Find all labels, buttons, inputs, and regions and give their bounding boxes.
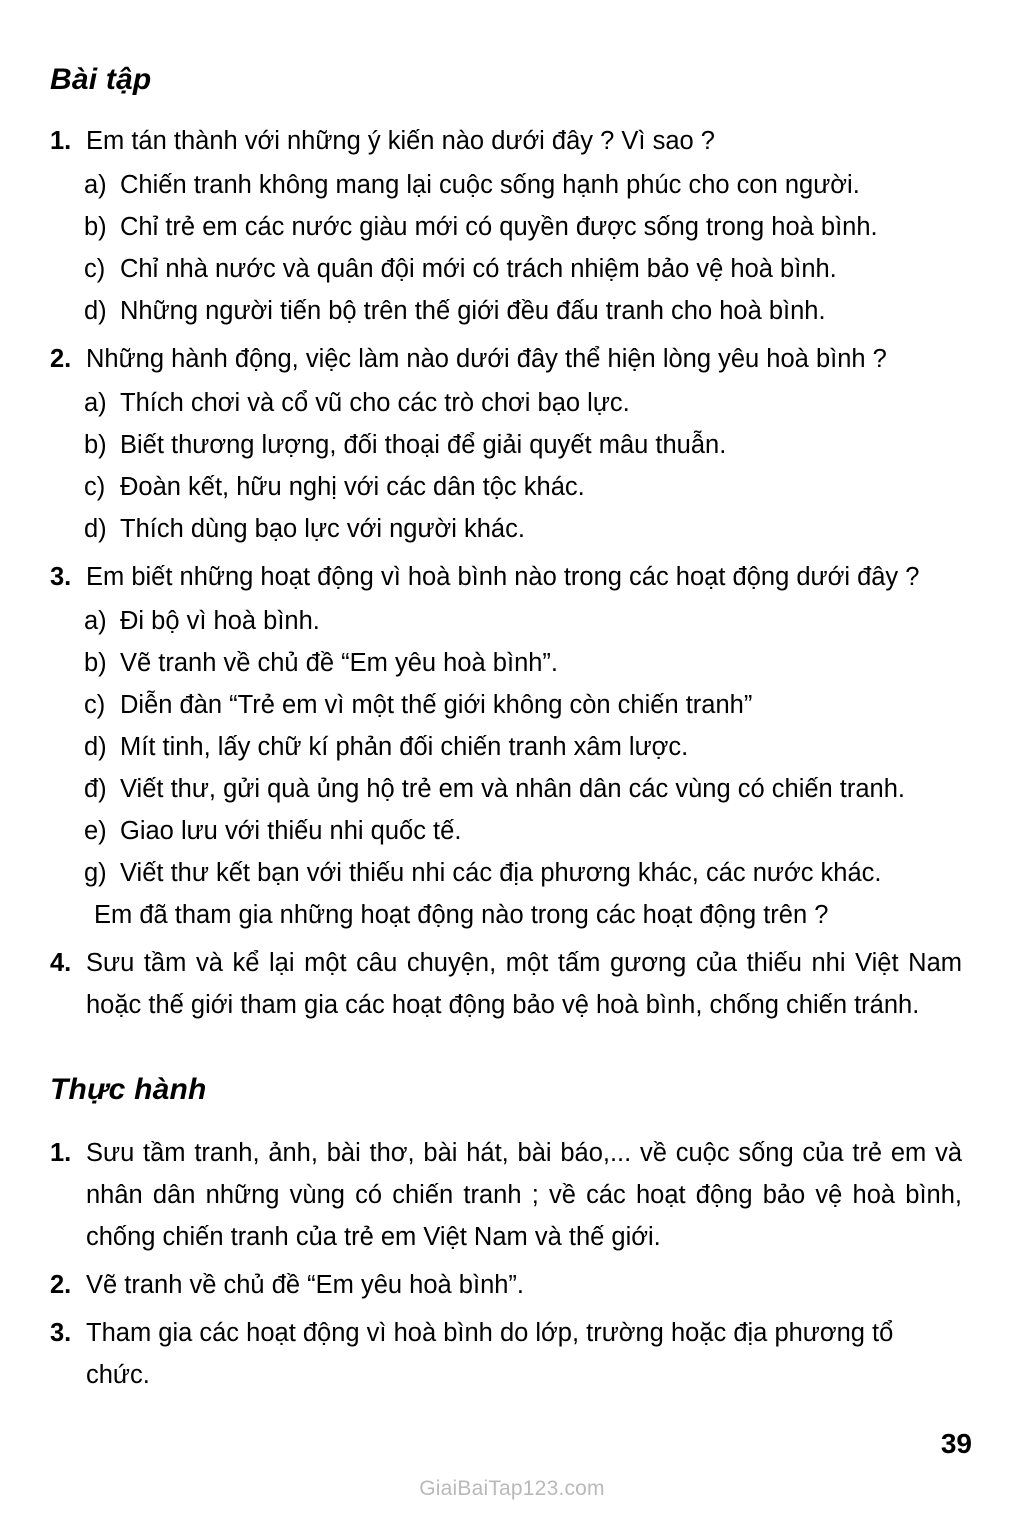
option-label: b) — [84, 649, 107, 677]
practice-marker: 2. — [50, 1271, 72, 1299]
option-item — [50, 810, 962, 852]
option-label: d) — [84, 733, 107, 761]
options-list-1 — [50, 164, 962, 332]
option-label: a) — [84, 607, 107, 635]
practice-group-2 — [50, 1264, 962, 1306]
section-heading-baitap: Bài tập — [50, 63, 152, 96]
option-text: Viết thư, gửi quà ủng hộ trẻ em và nhân dân các vùng có chiến tranh. — [120, 775, 906, 803]
option-text: Đoàn kết, hữu nghị với các dân tộc khác. — [120, 473, 585, 501]
option-text: Chỉ trẻ em các nước giàu mới có quyền được sống trong hoà bình. — [120, 213, 878, 241]
question-marker: 4. — [50, 949, 72, 977]
option-item — [50, 466, 962, 508]
question-4 — [50, 942, 962, 1026]
option-item — [50, 424, 962, 466]
page-content — [50, 62, 962, 1402]
question-text: Em tán thành với những ý kiến nào dưới đây ? Vì sao ? — [86, 127, 715, 155]
option-label: a) — [84, 171, 107, 199]
question-marker: 2. — [50, 345, 72, 373]
option-label: b) — [84, 431, 107, 459]
option-label: c) — [84, 255, 106, 283]
option-label: c) — [84, 691, 106, 719]
option-label: d) — [84, 297, 107, 325]
option-item — [50, 508, 962, 550]
option-item — [50, 206, 962, 248]
question-3 — [50, 556, 962, 598]
question-group-1 — [50, 120, 962, 332]
option-label: đ) — [84, 775, 107, 803]
question-marker: 3. — [50, 563, 72, 591]
option-item — [50, 248, 962, 290]
option-text: Vẽ tranh về chủ đề “Em yêu hoà bình”. — [120, 649, 559, 677]
question-group-2 — [50, 338, 962, 550]
option-text: Những người tiến bộ trên thế giới đều đấu tranh cho hoà bình. — [120, 297, 826, 325]
question-text: Em biết những hoạt động vì hoà bình nào trong các hoạt động dưới đây ? — [86, 563, 920, 591]
practice-item-2 — [50, 1264, 962, 1306]
question-2 — [50, 338, 962, 380]
option-text: Biết thương lượng, đối thoại để giải quyết mâu thuẫn. — [120, 431, 727, 459]
section-heading-thuchanh: Thực hành — [50, 1073, 207, 1106]
practice-item-3 — [50, 1312, 962, 1396]
practice-text: Tham gia các hoạt động vì hoà bình do lớp, trường hoặc địa phương tổ chức. — [86, 1319, 894, 1389]
options-list-3 — [50, 600, 962, 894]
practice-item-1 — [50, 1132, 962, 1258]
practice-group-3 — [50, 1312, 962, 1396]
option-label: b) — [84, 213, 107, 241]
question-1 — [50, 120, 962, 162]
question-group-3 — [50, 556, 962, 936]
option-label: a) — [84, 389, 107, 417]
option-item — [50, 684, 962, 726]
option-item — [50, 600, 962, 642]
option-label: g) — [84, 859, 107, 887]
question-group-4 — [50, 942, 962, 1026]
option-label: e) — [84, 817, 107, 845]
option-item — [50, 726, 962, 768]
option-text: Thích chơi và cổ vũ cho các trò chơi bạo lực. — [120, 389, 630, 417]
option-item — [50, 290, 962, 332]
question-text: Sưu tầm và kể lại một câu chuyện, một tấm gương của thiếu nhi Việt Nam hoặc thế giới tham gia các hoạt động bảo vệ hoà bình, chống chiến tránh. — [86, 949, 962, 1019]
practice-marker: 1. — [50, 1139, 72, 1167]
question-marker: 1. — [50, 127, 72, 155]
option-item — [50, 642, 962, 684]
option-text: Đi bộ vì hoà bình. — [120, 607, 320, 635]
practice-marker: 3. — [50, 1319, 72, 1347]
practice-text: Vẽ tranh về chủ đề “Em yêu hoà bình”. — [86, 1271, 525, 1299]
practice-text: Sưu tầm tranh, ảnh, bài thơ, bài hát, bài báo,... về cuộc sống của trẻ em và nhân dân những vùng có chiến tranh ; về các hoạt động bảo vệ hoà bình, chống chiến tranh của trẻ em Việt Nam và thế giới. — [86, 1139, 962, 1251]
watermark: GiaiBaiTap123.com — [419, 1477, 605, 1500]
question-text: Những hành động, việc làm nào dưới đây thể hiện lòng yêu hoà bình ? — [86, 345, 887, 373]
option-item — [50, 852, 962, 894]
page-number: 39 — [940, 1428, 972, 1459]
option-text: Chỉ nhà nước và quân đội mới có trách nhiệm bảo vệ hoà bình. — [120, 255, 837, 283]
option-text: Giao lưu với thiếu nhi quốc tế. — [120, 817, 462, 845]
option-item — [50, 382, 962, 424]
option-label: c) — [84, 473, 106, 501]
option-text: Chiến tranh không mang lại cuộc sống hạnh phúc cho con người. — [120, 171, 860, 199]
options-list-2 — [50, 382, 962, 550]
option-item — [50, 164, 962, 206]
option-item — [50, 768, 962, 810]
option-text: Viết thư kết bạn với thiếu nhi các địa phương khác, các nước khác. — [120, 859, 882, 887]
option-text: Diễn đàn “Trẻ em vì một thế giới không còn chiến tranh” — [120, 691, 753, 719]
option-text: Thích dùng bạo lực với người khác. — [120, 515, 525, 543]
option-text: Mít tinh, lấy chữ kí phản đối chiến tranh xâm lược. — [120, 733, 689, 761]
practice-group-1 — [50, 1132, 962, 1258]
option-label: d) — [84, 515, 107, 543]
question-3-followup: Em đã tham gia những hoạt động nào trong các hoạt động trên ? — [94, 901, 829, 929]
